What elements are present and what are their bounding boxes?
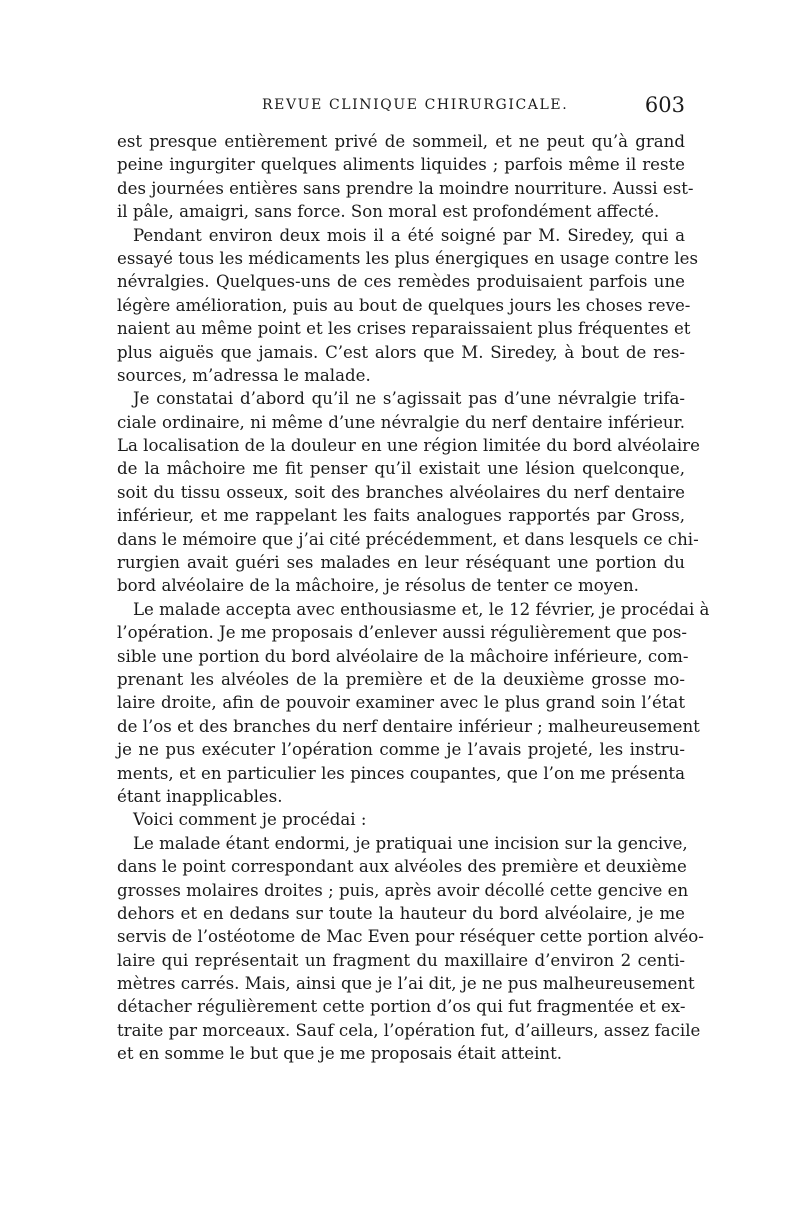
text-line: de la mâchoire me fit penser qu’il existait une lésion quelconque, [117, 459, 685, 479]
text-line: des journées entières sans prendre la moindre nourriture. Aussi est- [117, 178, 694, 198]
running-head [117, 93, 685, 119]
text-line: Le malade étant endormi, je pratiquai une incision sur la gencive, [133, 833, 688, 853]
text-line: ments, et en particulier les pinces coupantes, que l’on me présenta [117, 763, 685, 783]
text-line: essayé tous les médicaments les plus énergiques en usage contre les [117, 248, 698, 268]
text-line: servis de l’ostéotome de Mac Even pour réséquer cette portion alvéo- [117, 927, 704, 947]
text-line: dehors et en dedans sur toute la hauteur du bord alvéolaire, je me [117, 903, 685, 923]
text-line: plus aiguës que jamais. C’est alors que M. Siredey, à bout de res- [117, 342, 685, 362]
paragraph [117, 832, 704, 1066]
text-line: laire droite, afin de pouvoir examiner avec le plus grand soin l’état [117, 693, 685, 713]
text-line: et en somme le but que je me proposais était atteint. [117, 1044, 563, 1064]
text-line: Le malade accepta avec enthousiasme et, le 12 février, je procédai à [133, 599, 710, 619]
text-line: La localisation de la douleur en une région limitée du bord alvéolaire [117, 436, 700, 456]
text-line: bord alvéolaire de la mâchoire, je résolus de tenter ce moyen. [117, 576, 639, 596]
page-number: 603 [644, 93, 685, 117]
text-line: traite par morceaux. Sauf cela, l’opération fut, d’ailleurs, assez facile [117, 1020, 701, 1040]
text-line: est presque entièrement privé de sommeil, et ne peut qu’à grand [117, 132, 685, 151]
text-line: prenant les alvéoles de la première et de la deuxième grosse mo- [117, 669, 685, 689]
text-line: il pâle, amaigri, sans force. Son moral est profondément affecté. [117, 202, 660, 222]
paragraph [117, 387, 700, 598]
text-line: inférieur, et me rappelant les faits analogues rapportés par Gross, [117, 506, 685, 526]
text-line: naient au même point et les crises reparaissaient plus fréquentes et [117, 319, 691, 339]
paragraph [117, 130, 694, 224]
text-line: rurgien avait guéri ses malades en leur réséquant une portion du [117, 553, 685, 573]
text-line: je ne pus exécuter l’opération comme je l’avais projeté, les instru- [117, 740, 685, 760]
text-line: étant inapplicables. [117, 786, 283, 806]
text-line: grosses molaires droites ; puis, après avoir décollé cette gencive en [117, 880, 689, 900]
text-line: détacher régulièrement cette portion d’os qui fut fragmentée et ex- [117, 997, 686, 1017]
paragraph [117, 224, 698, 388]
running-title: REVUE CLINIQUE CHIRURGICALE. [262, 97, 569, 113]
text-line: de l’os et des branches du nerf dentaire inférieur ; malheureusement [117, 716, 700, 736]
text-line: l’opération. Je me proposais d’enlever aussi régulièrement que pos- [117, 623, 687, 643]
text-line: légère amélioration, puis au bout de quelques jours les choses reve- [117, 295, 691, 315]
text-line: Voici comment je procédai : [133, 810, 367, 830]
text-line: dans le mémoire que j’ai cité précédemment, et dans lesquels ce chi- [117, 529, 699, 549]
text-line: sible une portion du bord alvéolaire de la mâchoire inférieure, com- [117, 646, 689, 666]
body-text [117, 130, 710, 1066]
text-line: laire qui représentait un fragment du maxillaire d’environ 2 centi- [117, 950, 685, 970]
text-line: dans le point correspondant aux alvéoles des première et deuxième [117, 857, 687, 877]
text-line: sources, m’adressa le malade. [117, 365, 371, 385]
paragraph [117, 598, 710, 809]
text-line: ciale ordinaire, ni même d’une névralgie du nerf dentaire inférieur. [117, 412, 685, 432]
text-line: Pendant environ deux mois il a été soigné par M. Siredey, qui a [133, 225, 685, 245]
text-line: soit du tissu osseux, soit des branches alvéolaires du nerf dentaire [117, 482, 685, 502]
text-line: névralgies. Quelques-uns de ces remèdes produisaient parfois une [117, 272, 685, 292]
text-line: Je constatai d’abord qu’il ne s’agissait pas d’une névralgie trifa- [133, 389, 685, 409]
text-line: mètres carrés. Mais, ainsi que je l’ai dit, je ne pus malheureusement [117, 974, 695, 994]
text-line: peine ingurgiter quelques aliments liquides ; parfois même il reste [117, 155, 685, 175]
paragraph [117, 808, 685, 831]
